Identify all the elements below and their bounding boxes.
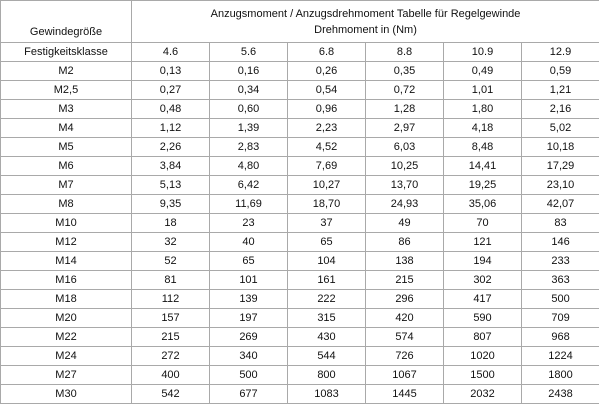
table-row — [1, 347, 599, 366]
table-row — [1, 252, 599, 271]
strength-class-label: Festigkeitsklasse — [1, 43, 132, 62]
torque-value-cell: 17,29 — [522, 157, 599, 176]
torque-value-cell: 1067 — [366, 366, 444, 385]
torque-value-cell: 340 — [210, 347, 288, 366]
torque-value-cell: 7,69 — [288, 157, 366, 176]
thread-size-cell: M8 — [1, 195, 132, 214]
table-title-line-2: Drehmoment in (Nm) — [314, 23, 417, 36]
torque-value-cell: 807 — [444, 328, 522, 347]
thread-size-cell: M2 — [1, 62, 132, 81]
torque-value-cell: 420 — [366, 309, 444, 328]
torque-value-cell: 0,35 — [366, 62, 444, 81]
torque-value-cell: 2,97 — [366, 119, 444, 138]
torque-value-cell: 5,13 — [132, 176, 210, 195]
torque-value-cell: 1445 — [366, 385, 444, 404]
torque-value-cell: 161 — [288, 271, 366, 290]
thread-size-cell: M6 — [1, 157, 132, 176]
torque-value-cell: 19,25 — [444, 176, 522, 195]
strength-class-cell: 10.9 — [444, 43, 522, 62]
torque-value-cell: 500 — [522, 290, 599, 309]
torque-value-cell: 1,80 — [444, 100, 522, 119]
torque-value-cell: 1,01 — [444, 81, 522, 100]
torque-value-cell: 2,26 — [132, 138, 210, 157]
torque-value-cell: 4,18 — [444, 119, 522, 138]
table-row — [1, 328, 599, 347]
torque-value-cell: 104 — [288, 252, 366, 271]
torque-value-cell: 3,84 — [132, 157, 210, 176]
thread-size-cell: M5 — [1, 138, 132, 157]
thread-size-cell: M30 — [1, 385, 132, 404]
torque-value-cell: 81 — [132, 271, 210, 290]
torque-value-cell: 13,70 — [366, 176, 444, 195]
torque-value-cell: 2,23 — [288, 119, 366, 138]
strength-class-cell: 8.8 — [366, 43, 444, 62]
torque-value-cell: 1,12 — [132, 119, 210, 138]
strength-class-cell: 6.8 — [288, 43, 366, 62]
torque-value-cell: 0,27 — [132, 81, 210, 100]
thread-size-cell: M18 — [1, 290, 132, 309]
torque-value-cell: 6,03 — [366, 138, 444, 157]
table-row — [1, 62, 599, 81]
thread-size-cell: M2,5 — [1, 81, 132, 100]
table-row — [1, 214, 599, 233]
table-row — [1, 138, 599, 157]
torque-value-cell: 65 — [210, 252, 288, 271]
table-body — [1, 43, 599, 404]
torque-value-cell: 23 — [210, 214, 288, 233]
thread-size-cell: M22 — [1, 328, 132, 347]
torque-value-cell: 1,21 — [522, 81, 599, 100]
torque-value-cell: 197 — [210, 309, 288, 328]
torque-value-cell: 574 — [366, 328, 444, 347]
torque-value-cell: 23,10 — [522, 176, 599, 195]
thread-size-cell: M27 — [1, 366, 132, 385]
torque-value-cell: 0,59 — [522, 62, 599, 81]
torque-value-cell: 1,28 — [366, 100, 444, 119]
strength-class-cell: 5.6 — [210, 43, 288, 62]
table-row — [1, 195, 599, 214]
table-row — [1, 271, 599, 290]
thread-size-cell: M3 — [1, 100, 132, 119]
thread-size-cell: M4 — [1, 119, 132, 138]
torque-value-cell: 1,39 — [210, 119, 288, 138]
torque-value-cell: 6,42 — [210, 176, 288, 195]
torque-value-cell: 157 — [132, 309, 210, 328]
torque-value-cell: 0,34 — [210, 81, 288, 100]
torque-value-cell: 42,07 — [522, 195, 599, 214]
table-title — [132, 1, 599, 43]
torque-value-cell: 0,72 — [366, 81, 444, 100]
table-row — [1, 157, 599, 176]
table-row — [1, 290, 599, 309]
torque-value-cell: 2,16 — [522, 100, 599, 119]
torque-value-cell: 269 — [210, 328, 288, 347]
torque-value-cell: 112 — [132, 290, 210, 309]
torque-value-cell: 10,25 — [366, 157, 444, 176]
torque-value-cell: 40 — [210, 233, 288, 252]
torque-value-cell: 315 — [288, 309, 366, 328]
table-row — [1, 100, 599, 119]
torque-value-cell: 10,27 — [288, 176, 366, 195]
torque-value-cell: 35,06 — [444, 195, 522, 214]
torque-value-cell: 4,80 — [210, 157, 288, 176]
torque-value-cell: 9,35 — [132, 195, 210, 214]
table-header-row — [1, 1, 599, 43]
torque-value-cell: 2438 — [522, 385, 599, 404]
torque-value-cell: 0,48 — [132, 100, 210, 119]
table-row — [1, 366, 599, 385]
torque-value-cell: 121 — [444, 233, 522, 252]
thread-size-cell: M12 — [1, 233, 132, 252]
torque-value-cell: 65 — [288, 233, 366, 252]
strength-class-cell: 4.6 — [132, 43, 210, 62]
torque-value-cell: 544 — [288, 347, 366, 366]
thread-size-cell: M14 — [1, 252, 132, 271]
torque-value-cell: 1800 — [522, 366, 599, 385]
table-row — [1, 119, 599, 138]
torque-value-cell: 139 — [210, 290, 288, 309]
torque-value-cell: 32 — [132, 233, 210, 252]
torque-value-cell: 2,83 — [210, 138, 288, 157]
strength-class-row — [1, 43, 599, 62]
table-row — [1, 81, 599, 100]
torque-value-cell: 1500 — [444, 366, 522, 385]
torque-value-cell: 18,70 — [288, 195, 366, 214]
torque-value-cell: 52 — [132, 252, 210, 271]
torque-value-cell: 233 — [522, 252, 599, 271]
torque-value-cell: 222 — [288, 290, 366, 309]
torque-value-cell: 70 — [444, 214, 522, 233]
torque-value-cell: 49 — [366, 214, 444, 233]
thread-size-cell: M16 — [1, 271, 132, 290]
torque-value-cell: 4,52 — [288, 138, 366, 157]
torque-value-cell: 363 — [522, 271, 599, 290]
torque-value-cell: 146 — [522, 233, 599, 252]
torque-value-cell: 194 — [444, 252, 522, 271]
torque-value-cell: 215 — [366, 271, 444, 290]
strength-class-cell: 12.9 — [522, 43, 599, 62]
torque-value-cell: 968 — [522, 328, 599, 347]
torque-value-cell: 18 — [132, 214, 210, 233]
thread-size-header: Gewindegröße — [1, 1, 132, 43]
torque-value-cell: 0,96 — [288, 100, 366, 119]
torque-value-cell: 37 — [288, 214, 366, 233]
torque-value-cell: 272 — [132, 347, 210, 366]
torque-value-cell: 1224 — [522, 347, 599, 366]
torque-value-cell: 800 — [288, 366, 366, 385]
torque-value-cell: 302 — [444, 271, 522, 290]
torque-value-cell: 1083 — [288, 385, 366, 404]
torque-value-cell: 8,48 — [444, 138, 522, 157]
torque-value-cell: 138 — [366, 252, 444, 271]
torque-value-cell: 590 — [444, 309, 522, 328]
torque-value-cell: 417 — [444, 290, 522, 309]
thread-size-cell: M7 — [1, 176, 132, 195]
torque-value-cell: 24,93 — [366, 195, 444, 214]
torque-value-cell: 709 — [522, 309, 599, 328]
torque-value-cell: 677 — [210, 385, 288, 404]
torque-value-cell: 14,41 — [444, 157, 522, 176]
torque-value-cell: 400 — [132, 366, 210, 385]
torque-value-cell: 2032 — [444, 385, 522, 404]
torque-value-cell: 5,02 — [522, 119, 599, 138]
table-row — [1, 385, 599, 404]
torque-value-cell: 1020 — [444, 347, 522, 366]
torque-value-cell: 726 — [366, 347, 444, 366]
torque-value-cell: 500 — [210, 366, 288, 385]
table-row — [1, 233, 599, 252]
table-row — [1, 176, 599, 195]
thread-size-cell: M10 — [1, 214, 132, 233]
torque-value-cell: 0,54 — [288, 81, 366, 100]
table-row — [1, 309, 599, 328]
torque-value-cell: 0,16 — [210, 62, 288, 81]
thread-size-cell: M24 — [1, 347, 132, 366]
torque-value-cell: 296 — [366, 290, 444, 309]
thread-size-cell: M20 — [1, 309, 132, 328]
torque-value-cell: 0,26 — [288, 62, 366, 81]
torque-value-cell: 0,13 — [132, 62, 210, 81]
torque-value-cell: 542 — [132, 385, 210, 404]
torque-value-cell: 215 — [132, 328, 210, 347]
torque-value-cell: 430 — [288, 328, 366, 347]
torque-value-cell: 11,69 — [210, 195, 288, 214]
table-title-line-1: Anzugsmoment / Anzugsdrehmoment Tabelle für Regelgewinde — [210, 7, 521, 20]
torque-value-cell: 10,18 — [522, 138, 599, 157]
torque-value-cell: 86 — [366, 233, 444, 252]
torque-value-cell: 0,60 — [210, 100, 288, 119]
torque-value-cell: 83 — [522, 214, 599, 233]
torque-value-cell: 0,49 — [444, 62, 522, 81]
torque-value-cell: 101 — [210, 271, 288, 290]
